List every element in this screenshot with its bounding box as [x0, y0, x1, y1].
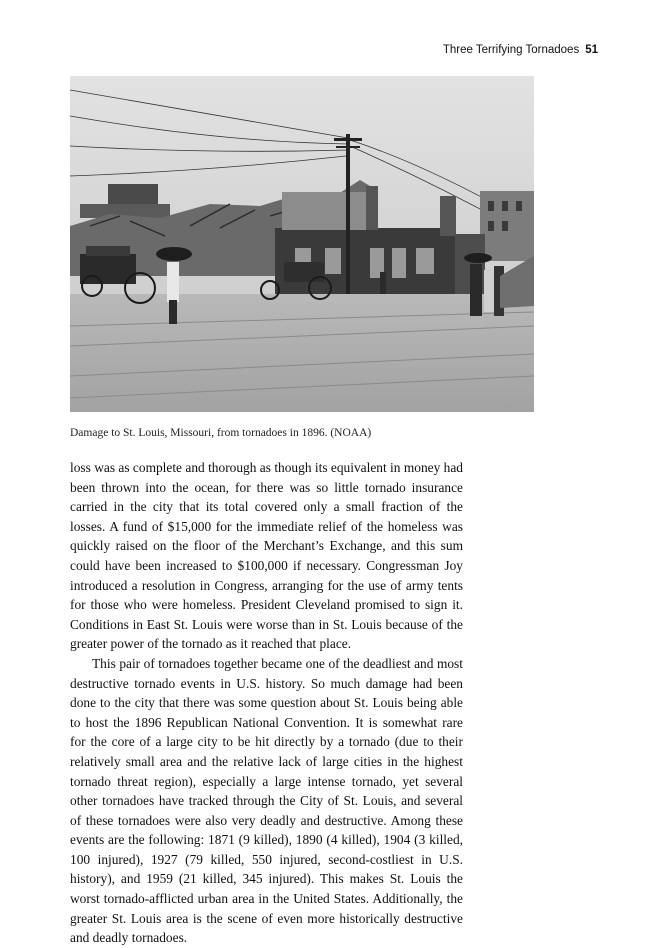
- page-number: 51: [585, 44, 598, 56]
- running-title: Three Terrifying Tornadoes: [442, 44, 580, 56]
- body-text: [70, 458, 463, 948]
- tornado-damage-photo: [70, 76, 534, 412]
- running-head: [443, 44, 598, 56]
- paragraph: loss was as complete and thorough as though its equivalent in money had been thrown into the ocean, for there was so little tornado insurance carried in the city that its total covered only a small fraction of the losses. A fund of $15,000 for the immediate relief of the homeless was quickly raised on the floor of the Merchant’s Exchange, and this sum could have been increased to $100,000 if necessary. Congressman Joy introduced a resolution in Congress, arranging for the use of army tents for those who were homeless. President Cleveland promised to sign it. Conditions in East St. Louis were worse than in St. Louis because of the greater power of the tornado as it reached that place.: [70, 460, 463, 652]
- photo-illustration: [70, 76, 534, 412]
- paragraph: This pair of tornadoes together became one of the deadliest and most destructive tornado events in U.S. history. So much damage had been done to the city that there was some question about St. Louis being able to host the 1896 Republican National Convention. It is somewhat rare for the core of a large city to be hit directly by a tornado (due to their relatively small area and the relative lack of large cities in the highest tornado threat region), especially a large intense tornado, yet several other tornadoes have tracked through the City of St. Louis, and several of these tornadoes were also very deadly and destructive. Among these events are the following: 1871 (9 killed), 1890 (4 killed), 1904 (3 killed, 100 injured), 1927 (79 killed, 550 injured, second-costliest in U.S. history), and 1959 (21 killed, 345 injured). This makes St. Louis the worst tornado-afflicted urban area in the United States. Additionally, the greater St. Louis area is the scene of even more historically destructive and deadly tornadoes.: [70, 655, 463, 946]
- figure-caption: Damage to St. Louis, Missouri, from tornadoes in 1896. (NOAA): [70, 427, 372, 439]
